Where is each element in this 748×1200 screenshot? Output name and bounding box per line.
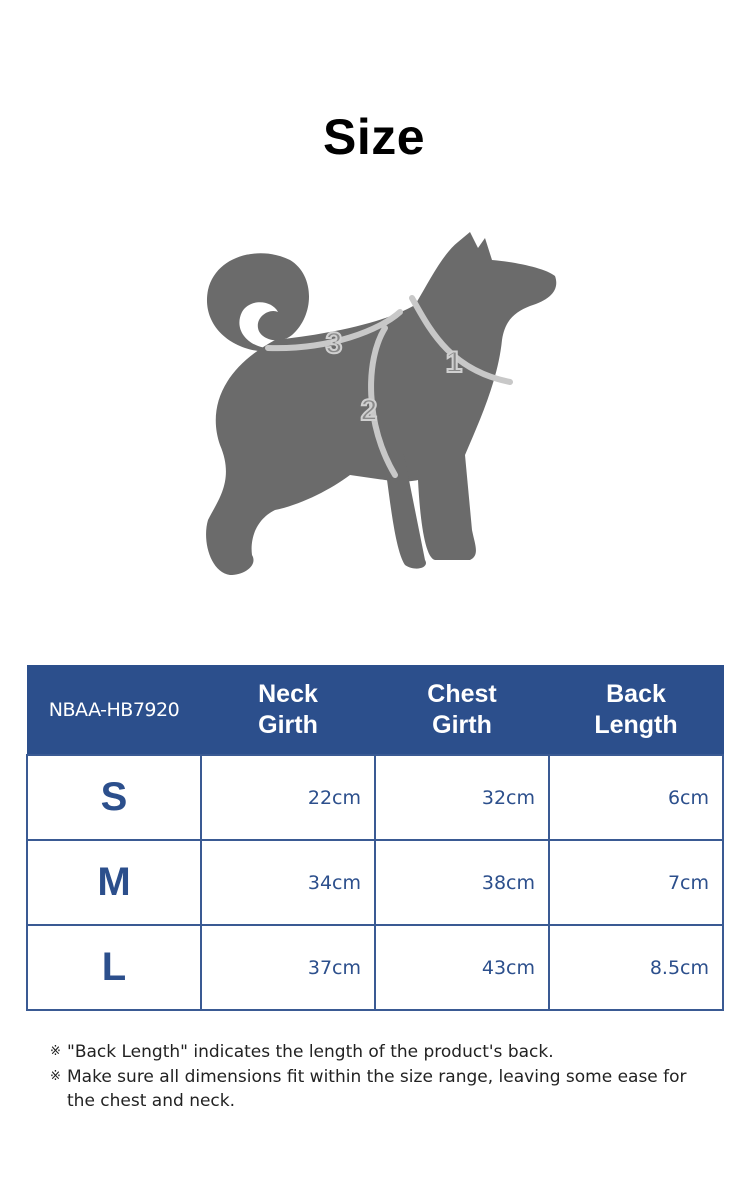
size-notes (50, 1040, 710, 1114)
marker-2: 2 (360, 394, 378, 427)
note-item (50, 1065, 710, 1114)
note-text: Make sure all dimensions fit within the size range, leaving some ease for the chest and neck. (67, 1066, 687, 1111)
table-row (27, 840, 723, 925)
page-title: Size (322, 109, 426, 165)
header-line: Length (594, 711, 678, 739)
back-length-value: 7cm (549, 840, 723, 925)
note-item (50, 1040, 710, 1065)
chest-girth-value: 32cm (375, 755, 549, 840)
back-length-value: 6cm (549, 755, 723, 840)
marker-3: 3 (325, 327, 343, 360)
header-line: Chest (427, 680, 497, 708)
chest-girth-value: 43cm (375, 925, 549, 1010)
header-back-length (549, 666, 723, 756)
table-header-row (27, 666, 723, 756)
header-neck-girth (201, 666, 375, 756)
size-label: M (27, 840, 201, 925)
header-line: Girth (258, 711, 318, 739)
size-label: S (27, 755, 201, 840)
neck-girth-value: 34cm (201, 840, 375, 925)
back-length-value: 8.5cm (549, 925, 723, 1010)
dog-measurement-illustration (180, 220, 570, 590)
neck-girth-value: 22cm (201, 755, 375, 840)
neck-girth-value: 37cm (201, 925, 375, 1010)
header-line: Girth (432, 711, 492, 739)
header-line: Neck (258, 680, 318, 708)
table-row (27, 925, 723, 1010)
reference-mark-icon: ※ (50, 1068, 61, 1084)
model-code: NBAA-HB7920 (27, 666, 201, 756)
chest-girth-value: 38cm (375, 840, 549, 925)
size-table (26, 665, 724, 1011)
header-chest-girth (375, 666, 549, 756)
size-label: L (27, 925, 201, 1010)
dog-silhouette (206, 232, 556, 575)
note-text: "Back Length" indicates the length of the product's back. (67, 1042, 554, 1062)
reference-mark-icon: ※ (50, 1044, 61, 1059)
marker-1: 1 (445, 346, 463, 379)
table-row (27, 755, 723, 840)
header-line: Back (606, 680, 666, 708)
